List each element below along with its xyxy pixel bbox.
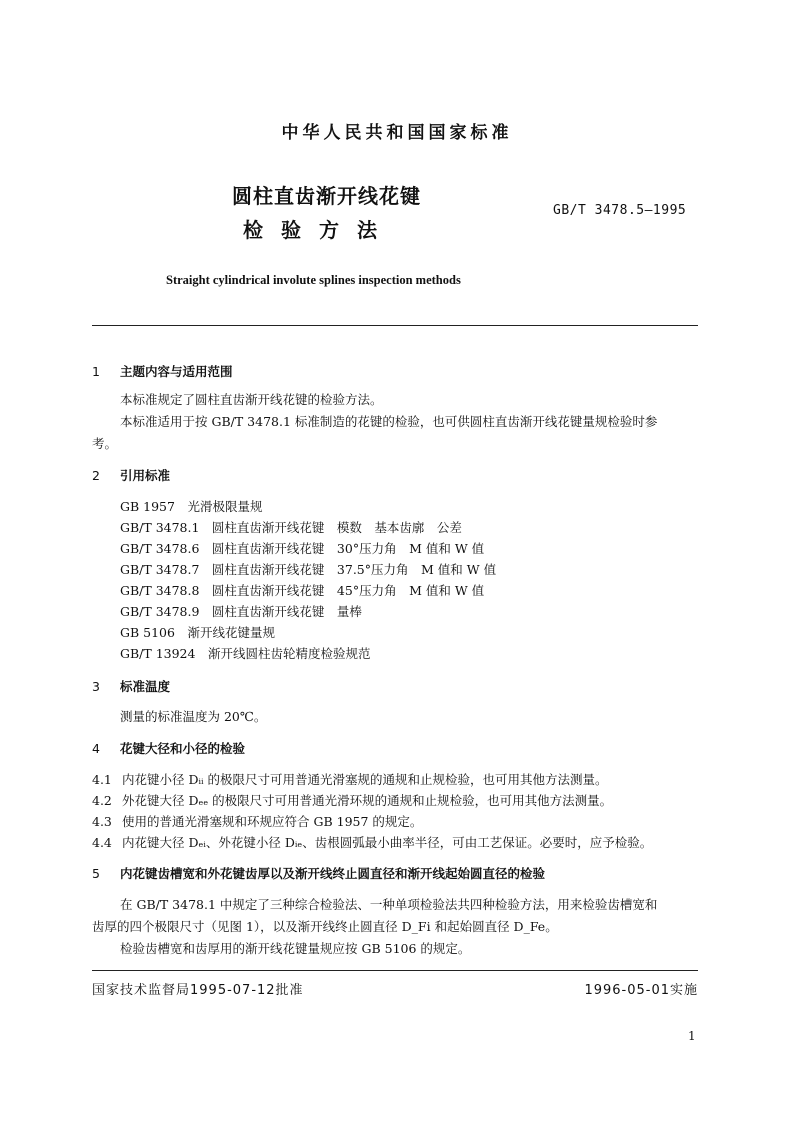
footer-divider — [92, 970, 698, 971]
reference-item: GB/T 13924 渐开线圆柱齿轮精度检验规范 — [120, 646, 371, 661]
section-number: 4 — [92, 741, 100, 756]
reference-item: GB/T 3478.9 圆柱直齿渐开线花键 量棒 — [120, 604, 362, 619]
paragraph: 考。 — [92, 436, 118, 451]
page-number: 1 — [688, 1029, 696, 1043]
section-number: 2 — [92, 468, 100, 483]
reference-item: GB/T 3478.1 圆柱直齿渐开线花键 模数 基本齿廓 公差 — [120, 520, 462, 535]
reference-item: GB/T 3478.8 圆柱直齿渐开线花键 45°压力角 M 值和 W 值 — [120, 583, 485, 598]
section-1-heading — [92, 362, 233, 380]
section-2-heading — [92, 466, 170, 484]
english-title: Straight cylindrical involute splines inspection methods — [166, 273, 461, 287]
subclause-4-3 — [92, 812, 422, 830]
subclause-number: 4.1 — [92, 772, 112, 787]
section-number: 1 — [92, 364, 100, 379]
section-title: 标准温度 — [120, 679, 171, 694]
paragraph: 本标准适用于按 GB/T 3478.1 标准制造的花键的检验，也可供圆柱直齿渐开线花键量规检验时参 — [120, 414, 658, 429]
subclause-text: 外花键大径 Dₑₑ 的极限尺寸可用普通光滑环规的通规和止规检验，也可用其他方法测量。 — [122, 793, 613, 808]
paragraph: 在 GB/T 3478.1 中规定了三种综合检验法、一种单项检验法共四种检验方法，用来检验齿槽宽和 — [120, 897, 658, 912]
header-divider — [92, 325, 698, 326]
standard-header: 中华人民共和国国家标准 — [281, 123, 513, 143]
reference-item: GB 1957 光滑极限量规 — [120, 499, 263, 514]
subclause-text: 内花键大径 Dₑᵢ、外花键小径 Dᵢₑ、齿根圆弧最小曲率半径，可由工艺保证。必要时，应予检验。 — [122, 835, 653, 850]
reference-item: GB/T 3478.7 圆柱直齿渐开线花键 37.5°压力角 M 值和 W 值 — [120, 562, 497, 577]
subclause-number: 4.4 — [92, 835, 112, 850]
paragraph: 齿厚的四个极限尺寸（见图 1），以及渐开线终止圆直径 D_Fi 和起始圆直径 D_Fe。 — [92, 919, 558, 934]
section-3-heading — [92, 677, 170, 695]
section-title: 内花键齿槽宽和外花键齿厚以及渐开线终止圆直径和渐开线起始圆直径的检验 — [120, 866, 546, 881]
subclause-text: 内花键小径 Dᵢᵢ 的极限尺寸可用普通光滑塞规的通规和止规检验，也可用其他方法测量。 — [122, 772, 608, 787]
subclause-4-4 — [92, 833, 652, 851]
section-5-heading — [92, 864, 545, 882]
paragraph: 测量的标准温度为 20℃。 — [120, 709, 267, 724]
subclause-number: 4.2 — [92, 793, 112, 808]
subclause-4-1 — [92, 770, 608, 788]
document-title-line1: 圆柱直齿渐开线花键 — [232, 184, 421, 208]
section-title: 花键大径和小径的检验 — [120, 741, 246, 756]
approval-date: 国家技术监督局1995-07-12批准 — [92, 983, 304, 998]
subclause-number: 4.3 — [92, 814, 112, 829]
section-title: 主题内容与适用范围 — [120, 364, 233, 379]
reference-item: GB/T 3478.6 圆柱直齿渐开线花键 30°压力角 M 值和 W 值 — [120, 541, 485, 556]
section-title: 引用标准 — [120, 468, 171, 483]
subclause-text: 使用的普通光滑塞规和环规应符合 GB 1957 的规定。 — [122, 814, 423, 829]
subclause-4-2 — [92, 791, 612, 809]
section-number: 3 — [92, 679, 100, 694]
reference-item: GB 5106 渐开线花键量规 — [120, 625, 275, 640]
document-title-line2: 检验方法 — [243, 218, 395, 242]
standard-number: GB/T 3478.5—1995 — [553, 203, 687, 218]
paragraph: 本标准规定了圆柱直齿渐开线花键的检验方法。 — [120, 392, 383, 407]
section-4-heading — [92, 739, 245, 757]
implementation-date: 1996-05-01实施 — [584, 983, 698, 998]
section-number: 5 — [92, 866, 100, 881]
paragraph: 检验齿槽宽和齿厚用的渐开线花键量规应按 GB 5106 的规定。 — [120, 941, 471, 956]
